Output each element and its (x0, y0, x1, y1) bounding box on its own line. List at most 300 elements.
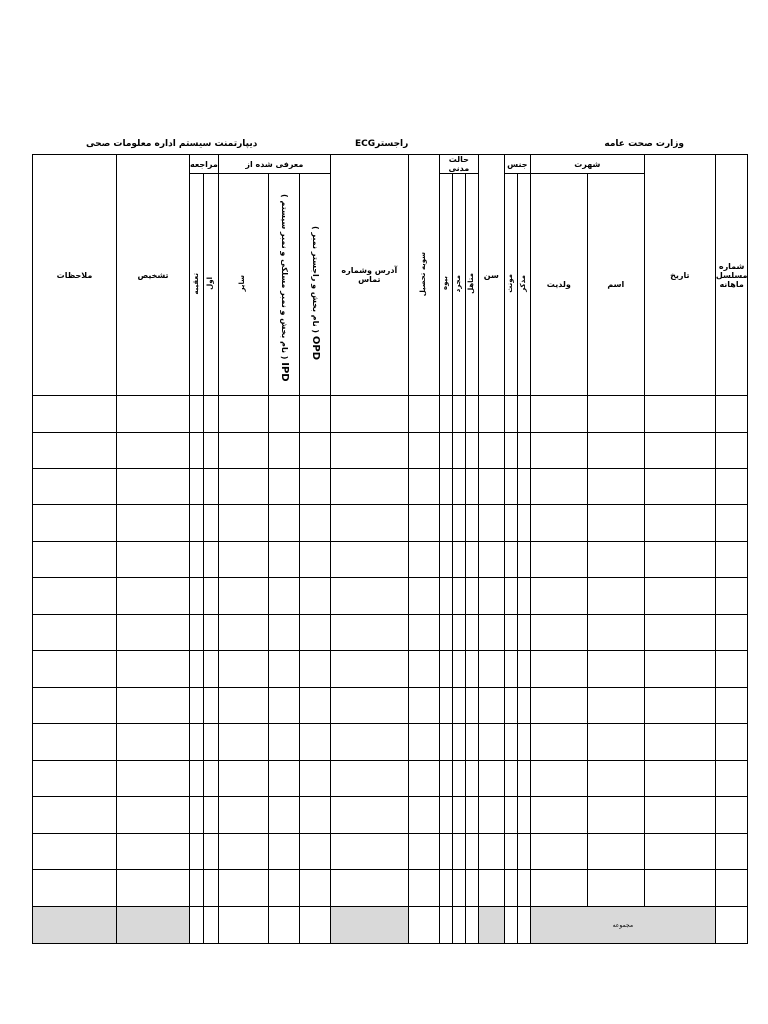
entry-cell[interactable] (452, 688, 465, 724)
entry-cell[interactable] (408, 578, 439, 615)
entry-cell[interactable] (218, 542, 268, 578)
entry-cell[interactable] (504, 396, 517, 433)
entry-cell[interactable] (117, 834, 190, 870)
entry-cell[interactable] (452, 797, 465, 834)
entry-cell[interactable] (587, 469, 644, 505)
total-cell (117, 907, 190, 944)
entry-cell[interactable] (268, 651, 299, 688)
entry-cell[interactable] (190, 688, 204, 724)
entry-cell[interactable] (330, 870, 408, 907)
entry-cell[interactable] (408, 870, 439, 907)
entry-cell[interactable] (715, 615, 748, 651)
entry-cell[interactable] (465, 578, 478, 615)
entry-cell[interactable] (478, 396, 504, 433)
entry-cell[interactable] (408, 761, 439, 797)
entry-cell[interactable] (117, 870, 190, 907)
entry-cell[interactable] (439, 688, 452, 724)
entry-cell[interactable] (517, 797, 530, 834)
entry-cell[interactable] (268, 870, 299, 907)
table-row (33, 688, 748, 724)
entry-cell[interactable] (218, 724, 268, 761)
table-row (33, 542, 748, 578)
entry-cell[interactable] (587, 396, 644, 433)
entry-cell[interactable] (439, 578, 452, 615)
entry-cell[interactable] (644, 578, 715, 615)
entry-cell[interactable] (517, 615, 530, 651)
entry-cell[interactable] (117, 797, 190, 834)
entry-cell[interactable] (439, 724, 452, 761)
entry-cell[interactable] (439, 505, 452, 542)
entry-cell[interactable] (504, 834, 517, 870)
entry-cell[interactable] (190, 396, 204, 433)
entry-cell[interactable] (465, 615, 478, 651)
entry-cell[interactable] (268, 578, 299, 615)
entry-cell[interactable] (218, 433, 268, 469)
entry-cell[interactable] (408, 469, 439, 505)
entry-cell[interactable] (644, 396, 715, 433)
entry-cell[interactable] (299, 761, 330, 797)
entry-cell[interactable] (439, 433, 452, 469)
entry-cell[interactable] (330, 615, 408, 651)
entry-cell[interactable] (530, 870, 587, 907)
entry-cell[interactable] (218, 469, 268, 505)
entry-cell[interactable] (439, 469, 452, 505)
entry-cell[interactable] (530, 615, 587, 651)
total-cell (715, 907, 748, 944)
entry-cell[interactable] (33, 870, 117, 907)
entry-cell[interactable] (117, 724, 190, 761)
entry-cell[interactable] (517, 834, 530, 870)
entry-cell[interactable] (530, 505, 587, 542)
entry-cell[interactable] (218, 797, 268, 834)
entry-cell[interactable] (715, 433, 748, 469)
entry-cell[interactable] (190, 724, 204, 761)
entry-cell[interactable] (504, 433, 517, 469)
entry-cell[interactable] (299, 615, 330, 651)
entry-cell[interactable] (218, 505, 268, 542)
entry-cell[interactable] (190, 505, 204, 542)
table-row (33, 797, 748, 834)
entry-cell[interactable] (644, 870, 715, 907)
entry-cell[interactable] (204, 651, 218, 688)
entry-cell[interactable] (439, 651, 452, 688)
entry-cell[interactable] (218, 651, 268, 688)
entry-cell[interactable] (330, 469, 408, 505)
department-title: دیپارتمنت سیستم اداره معلومات صحی (86, 139, 258, 149)
entry-cell[interactable] (268, 542, 299, 578)
entry-cell[interactable] (517, 505, 530, 542)
entry-cell[interactable] (517, 396, 530, 433)
entry-cell[interactable] (715, 834, 748, 870)
entry-cell[interactable] (478, 578, 504, 615)
entry-cell[interactable] (587, 615, 644, 651)
entry-cell[interactable] (439, 542, 452, 578)
col-group-marital: حالت مدنی (439, 155, 478, 174)
entry-cell[interactable] (204, 505, 218, 542)
entry-cell[interactable] (504, 724, 517, 761)
entry-cell[interactable] (330, 651, 408, 688)
entry-cell[interactable] (504, 761, 517, 797)
entry-cell[interactable] (268, 724, 299, 761)
entry-cell[interactable] (530, 761, 587, 797)
entry-cell[interactable] (330, 834, 408, 870)
entry-cell[interactable] (204, 834, 218, 870)
entry-cell[interactable] (268, 834, 299, 870)
entry-cell[interactable] (299, 834, 330, 870)
entry-cell[interactable] (587, 688, 644, 724)
entry-cell[interactable] (452, 724, 465, 761)
entry-cell[interactable] (478, 542, 504, 578)
total-label-cell (530, 907, 715, 944)
entry-cell[interactable] (715, 469, 748, 505)
entry-cell[interactable] (268, 433, 299, 469)
entry-cell[interactable] (644, 505, 715, 542)
entry-cell[interactable] (478, 834, 504, 870)
entry-cell[interactable] (504, 797, 517, 834)
entry-cell[interactable] (268, 797, 299, 834)
entry-cell[interactable] (452, 615, 465, 651)
entry-cell[interactable] (439, 396, 452, 433)
entry-cell[interactable] (644, 834, 715, 870)
entry-cell[interactable] (530, 834, 587, 870)
entry-cell[interactable] (478, 797, 504, 834)
entry-cell[interactable] (33, 578, 117, 615)
entry-cell[interactable] (117, 542, 190, 578)
entry-cell[interactable] (299, 870, 330, 907)
entry-cell[interactable] (517, 688, 530, 724)
entry-cell[interactable] (715, 761, 748, 797)
col-father-name: ولدیت (530, 174, 587, 396)
entry-cell[interactable] (517, 761, 530, 797)
entry-cell[interactable] (299, 724, 330, 761)
entry-cell[interactable] (530, 469, 587, 505)
entry-cell[interactable] (33, 834, 117, 870)
entry-cell[interactable] (478, 505, 504, 542)
total-cell (330, 907, 408, 944)
entry-cell[interactable] (330, 688, 408, 724)
entry-cell[interactable] (268, 615, 299, 651)
entry-cell[interactable] (33, 688, 117, 724)
entry-cell[interactable] (330, 396, 408, 433)
entry-cell[interactable] (408, 797, 439, 834)
entry-cell[interactable] (504, 651, 517, 688)
entry-cell[interactable] (117, 505, 190, 542)
entry-cell[interactable] (530, 433, 587, 469)
entry-cell[interactable] (715, 505, 748, 542)
entry-cell[interactable] (33, 615, 117, 651)
entry-cell[interactable] (530, 578, 587, 615)
entry-cell[interactable] (190, 797, 204, 834)
entry-cell[interactable] (117, 578, 190, 615)
entry-cell[interactable] (465, 396, 478, 433)
entry-cell[interactable] (504, 505, 517, 542)
entry-cell[interactable] (218, 688, 268, 724)
entry-cell[interactable] (715, 797, 748, 834)
entry-cell[interactable] (330, 761, 408, 797)
entry-cell[interactable] (330, 433, 408, 469)
entry-cell[interactable] (299, 578, 330, 615)
entry-cell[interactable] (504, 469, 517, 505)
entry-cell[interactable] (452, 870, 465, 907)
entry-cell[interactable] (218, 870, 268, 907)
entry-cell[interactable] (299, 396, 330, 433)
total-cell (268, 907, 299, 944)
entry-cell[interactable] (299, 469, 330, 505)
entry-cell[interactable] (299, 797, 330, 834)
entry-cell[interactable] (299, 433, 330, 469)
total-label: مجموعه (612, 922, 634, 929)
entry-cell[interactable] (715, 724, 748, 761)
entry-cell[interactable] (190, 578, 204, 615)
entry-cell[interactable] (33, 469, 117, 505)
entry-cell[interactable] (204, 688, 218, 724)
entry-cell[interactable] (715, 578, 748, 615)
entry-cell[interactable] (465, 688, 478, 724)
entry-cell[interactable] (504, 578, 517, 615)
table-row (33, 761, 748, 797)
entry-cell[interactable] (330, 542, 408, 578)
entry-cell[interactable] (330, 505, 408, 542)
entry-cell[interactable] (439, 797, 452, 834)
entry-cell[interactable] (33, 724, 117, 761)
entry-cell[interactable] (530, 688, 587, 724)
ecg-register-table (32, 154, 748, 944)
total-row (33, 907, 748, 944)
entry-cell[interactable] (190, 870, 204, 907)
entry-cell[interactable] (408, 542, 439, 578)
entry-cell[interactable] (408, 433, 439, 469)
entry-cell[interactable] (299, 505, 330, 542)
entry-cell[interactable] (530, 396, 587, 433)
entry-cell[interactable] (204, 797, 218, 834)
entry-cell[interactable] (204, 542, 218, 578)
entry-cell[interactable] (517, 542, 530, 578)
entry-cell[interactable] (644, 469, 715, 505)
entry-cell[interactable] (504, 542, 517, 578)
entry-cell[interactable] (715, 396, 748, 433)
entry-cell[interactable] (330, 724, 408, 761)
col-address: آدرس وشماره تماس (330, 155, 408, 396)
table-row (33, 433, 748, 469)
entry-cell[interactable] (439, 761, 452, 797)
entry-cell[interactable] (644, 542, 715, 578)
entry-cell[interactable] (644, 433, 715, 469)
entry-cell[interactable] (33, 433, 117, 469)
entry-cell[interactable] (465, 870, 478, 907)
entry-cell[interactable] (204, 433, 218, 469)
entry-cell[interactable] (117, 651, 190, 688)
entry-cell[interactable] (478, 433, 504, 469)
entry-cell[interactable] (117, 396, 190, 433)
entry-cell[interactable] (452, 834, 465, 870)
entry-cell[interactable] (644, 651, 715, 688)
entry-cell[interactable] (517, 433, 530, 469)
entry-cell[interactable] (117, 761, 190, 797)
entry-cell[interactable] (452, 469, 465, 505)
entry-cell[interactable] (587, 542, 644, 578)
entry-cell[interactable] (299, 542, 330, 578)
entry-cell[interactable] (190, 615, 204, 651)
entry-cell[interactable] (587, 797, 644, 834)
entry-cell[interactable] (452, 542, 465, 578)
entry-cell[interactable] (504, 870, 517, 907)
entry-cell[interactable] (33, 542, 117, 578)
entry-cell[interactable] (465, 433, 478, 469)
entry-cell[interactable] (218, 396, 268, 433)
entry-cell[interactable] (268, 396, 299, 433)
entry-cell[interactable] (408, 396, 439, 433)
entry-cell[interactable] (204, 870, 218, 907)
ministry-title: وزارت صحت عامه (604, 139, 684, 149)
entry-cell[interactable] (587, 578, 644, 615)
entry-cell[interactable] (452, 505, 465, 542)
col-group-sex: جنس (504, 155, 530, 174)
entry-cell[interactable] (587, 651, 644, 688)
entry-cell[interactable] (465, 834, 478, 870)
entry-cell[interactable] (204, 615, 218, 651)
total-cell (299, 907, 330, 944)
entry-cell[interactable] (268, 761, 299, 797)
col-single: مجرد (452, 174, 465, 396)
header-row-1 (33, 155, 748, 174)
entry-cell[interactable] (465, 505, 478, 542)
entry-cell[interactable] (587, 870, 644, 907)
entry-cell[interactable] (299, 651, 330, 688)
entry-cell[interactable] (190, 542, 204, 578)
table-row (33, 724, 748, 761)
entry-cell[interactable] (408, 615, 439, 651)
entry-cell[interactable] (190, 651, 204, 688)
entry-cell[interactable] (33, 505, 117, 542)
entry-cell[interactable] (190, 834, 204, 870)
entry-cell[interactable] (478, 615, 504, 651)
entry-cell[interactable] (530, 797, 587, 834)
entry-cell[interactable] (504, 615, 517, 651)
col-group-visit: مراجعه (190, 155, 219, 174)
entry-cell[interactable] (478, 761, 504, 797)
entry-cell[interactable] (587, 834, 644, 870)
entry-cell[interactable] (587, 724, 644, 761)
entry-cell[interactable] (530, 724, 587, 761)
entry-cell[interactable] (408, 651, 439, 688)
total-cell (218, 907, 268, 944)
entry-cell[interactable] (268, 505, 299, 542)
entry-cell[interactable] (465, 542, 478, 578)
entry-cell[interactable] (268, 688, 299, 724)
entry-cell[interactable] (218, 761, 268, 797)
entry-cell[interactable] (268, 469, 299, 505)
entry-cell[interactable] (408, 724, 439, 761)
entry-cell[interactable] (452, 761, 465, 797)
entry-cell[interactable] (465, 469, 478, 505)
entry-cell[interactable] (33, 651, 117, 688)
entry-cell[interactable] (439, 834, 452, 870)
entry-cell[interactable] (218, 578, 268, 615)
entry-cell[interactable] (190, 761, 204, 797)
entry-cell[interactable] (587, 433, 644, 469)
entry-cell[interactable] (478, 688, 504, 724)
entry-cell[interactable] (478, 870, 504, 907)
entry-cell[interactable] (452, 396, 465, 433)
entry-cell[interactable] (299, 688, 330, 724)
entry-cell[interactable] (33, 797, 117, 834)
total-cell (478, 907, 504, 944)
entry-cell[interactable] (530, 651, 587, 688)
entry-cell[interactable] (439, 870, 452, 907)
table-row (33, 615, 748, 651)
entry-cell[interactable] (517, 469, 530, 505)
entry-cell[interactable] (644, 761, 715, 797)
entry-cell[interactable] (715, 651, 748, 688)
entry-cell[interactable] (644, 724, 715, 761)
entry-cell[interactable] (644, 688, 715, 724)
entry-cell[interactable] (517, 870, 530, 907)
entry-cell[interactable] (408, 505, 439, 542)
entry-cell[interactable] (452, 578, 465, 615)
entry-cell[interactable] (204, 724, 218, 761)
table-row (33, 469, 748, 505)
entry-cell[interactable] (715, 688, 748, 724)
entry-cell[interactable] (190, 469, 204, 505)
col-married: متاهل (465, 174, 478, 396)
total-cell (33, 907, 117, 944)
entry-cell[interactable] (517, 651, 530, 688)
entry-cell[interactable] (478, 724, 504, 761)
entry-cell[interactable] (408, 834, 439, 870)
entry-cell[interactable] (330, 797, 408, 834)
entry-cell[interactable] (465, 724, 478, 761)
entry-cell[interactable] (517, 724, 530, 761)
entry-cell[interactable] (517, 578, 530, 615)
entry-cell[interactable] (465, 761, 478, 797)
entry-cell[interactable] (715, 870, 748, 907)
entry-cell[interactable] (117, 688, 190, 724)
entry-cell[interactable] (478, 651, 504, 688)
entry-cell[interactable] (218, 834, 268, 870)
entry-cell[interactable] (408, 688, 439, 724)
entry-cell[interactable] (190, 433, 204, 469)
entry-cell[interactable] (452, 433, 465, 469)
entry-cell[interactable] (33, 761, 117, 797)
table-row (33, 578, 748, 615)
col-male: مذکر (517, 174, 530, 396)
entry-cell[interactable] (478, 469, 504, 505)
col-female: مونث (504, 174, 517, 396)
entry-cell[interactable] (587, 761, 644, 797)
entry-cell[interactable] (715, 542, 748, 578)
entry-cell[interactable] (587, 505, 644, 542)
entry-cell[interactable] (504, 688, 517, 724)
entry-cell[interactable] (439, 615, 452, 651)
entry-cell[interactable] (465, 797, 478, 834)
entry-cell[interactable] (465, 651, 478, 688)
entry-cell[interactable] (117, 433, 190, 469)
entry-cell[interactable] (452, 651, 465, 688)
entry-cell[interactable] (117, 615, 190, 651)
entry-cell[interactable] (204, 396, 218, 433)
entry-cell[interactable] (204, 469, 218, 505)
entry-cell[interactable] (218, 615, 268, 651)
entry-cell[interactable] (644, 797, 715, 834)
entry-cell[interactable] (33, 396, 117, 433)
entry-cell[interactable] (644, 615, 715, 651)
col-widow: بیوه (439, 174, 452, 396)
entry-cell[interactable] (330, 578, 408, 615)
entry-cell[interactable] (204, 761, 218, 797)
entry-cell[interactable] (204, 578, 218, 615)
entry-cell[interactable] (530, 542, 587, 578)
entry-cell[interactable] (117, 469, 190, 505)
